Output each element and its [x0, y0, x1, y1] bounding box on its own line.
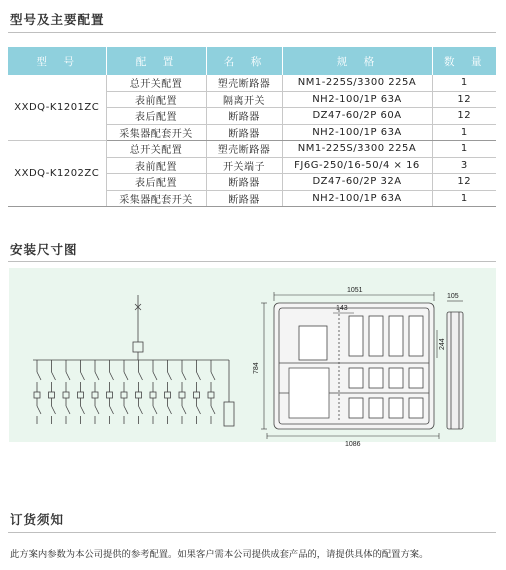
main-breaker-symbol — [133, 342, 143, 352]
branch-circuits — [34, 360, 215, 424]
col-header-name: 名 称 — [206, 47, 282, 75]
qty-cell: 1 — [432, 190, 496, 207]
branch-circuit — [208, 360, 215, 424]
install-drawing — [9, 268, 496, 448]
install-drawing-panel — [9, 268, 496, 448]
branch-circuit — [194, 360, 201, 424]
section-title-models: 型号及主要配置 — [10, 12, 105, 27]
spec-cell: DZ47-60/2P 32A — [282, 174, 432, 191]
meter-slot — [409, 398, 423, 418]
collector-window — [289, 368, 329, 418]
dim-meter-label: 244 — [439, 338, 446, 350]
spec-cell: NH2-100/1P 63A — [282, 124, 432, 141]
meter-slot — [389, 398, 403, 418]
table-row — [8, 75, 496, 91]
name-cell: 塑壳断路器 — [206, 141, 282, 158]
name-cell: 断路器 — [206, 190, 282, 207]
config-cell: 采集器配套开关 — [106, 124, 206, 141]
table-header-row — [8, 47, 496, 75]
meter-slot — [409, 316, 423, 356]
name-cell: 开关端子 — [206, 157, 282, 174]
meter-slot — [369, 316, 383, 356]
col-header-qty: 数 量 — [432, 47, 496, 75]
spec-cell: NM1-225S/3300 225A — [282, 141, 432, 158]
spec-cell: NM1-225S/3300 225A — [282, 75, 432, 91]
config-cell: 总开关配置 — [106, 75, 206, 91]
qty-cell: 3 — [432, 157, 496, 174]
qty-cell: 12 — [432, 91, 496, 108]
qty-cell: 12 — [432, 174, 496, 191]
name-cell: 断路器 — [206, 108, 282, 125]
dim-inner-label: 143 — [336, 305, 348, 312]
branch-circuit — [121, 360, 128, 424]
col-header-model: 型 号 — [8, 47, 106, 75]
config-cell: 表后配置 — [106, 174, 206, 191]
table-row — [8, 141, 496, 158]
dim-height-label: 784 — [253, 362, 260, 374]
divider — [8, 532, 496, 533]
meter-slot — [369, 398, 383, 418]
config-cell: 总开关配置 — [106, 141, 206, 158]
branch-circuit — [136, 360, 143, 424]
meter-slot — [349, 368, 363, 388]
section-title-install: 安装尺寸图 — [10, 242, 78, 257]
config-cell: 表前配置 — [106, 91, 206, 108]
dim-depth-label: 105 — [447, 293, 459, 300]
config-cell: 表后配置 — [106, 108, 206, 125]
branch-circuit — [107, 360, 114, 424]
meter-slot — [389, 316, 403, 356]
qty-cell: 1 — [432, 141, 496, 158]
meter-slot — [369, 368, 383, 388]
branch-circuit — [179, 360, 186, 424]
model-cell: XXDQ-K1202ZC — [8, 141, 106, 207]
enclosure-front-view — [274, 303, 434, 429]
meter-slot — [389, 368, 403, 388]
branch-circuit — [165, 360, 172, 424]
dim-bottom-label: 1086 — [345, 441, 361, 448]
branch-circuit — [150, 360, 157, 424]
name-cell: 断路器 — [206, 174, 282, 191]
spec-cell: FJ6G-250/16-50/4 × 16 — [282, 157, 432, 174]
qty-cell: 1 — [432, 124, 496, 141]
col-header-spec: 规 格 — [282, 47, 432, 75]
branch-circuit — [34, 360, 41, 424]
branch-circuit — [63, 360, 70, 424]
name-cell: 隔离开关 — [206, 91, 282, 108]
meter-slot — [349, 398, 363, 418]
divider — [8, 32, 496, 33]
model-cell: XXDQ-K1201ZC — [8, 75, 106, 141]
qty-cell: 1 — [432, 75, 496, 91]
meter-slot — [409, 368, 423, 388]
name-cell: 塑壳断路器 — [206, 75, 282, 91]
spec-cell: DZ47-60/2P 60A — [282, 108, 432, 125]
qty-cell: 12 — [432, 108, 496, 125]
branch-circuit — [92, 360, 99, 424]
enclosure-side-view — [447, 312, 463, 429]
collector-box — [224, 402, 234, 426]
spec-table — [8, 47, 496, 207]
divider — [8, 261, 496, 262]
branch-circuit — [78, 360, 85, 424]
name-cell: 断路器 — [206, 124, 282, 141]
spec-cell: NH2-100/1P 63A — [282, 91, 432, 108]
branch-circuit — [49, 360, 56, 424]
dim-width-label: 1051 — [347, 287, 363, 294]
order-notice-text: 此方案内参数为本公司提供的参考配置。如果客户需本公司提供成套产品的，请提供具体的配置方案。 — [10, 549, 429, 560]
meter-slot — [349, 316, 363, 356]
section-title-order: 订货须知 — [10, 512, 65, 527]
main-breaker-window — [299, 326, 327, 360]
config-cell: 表前配置 — [106, 157, 206, 174]
col-header-config: 配 置 — [106, 47, 206, 75]
config-cell: 采集器配套开关 — [106, 190, 206, 207]
spec-cell: NH2-100/1P 63A — [282, 190, 432, 207]
